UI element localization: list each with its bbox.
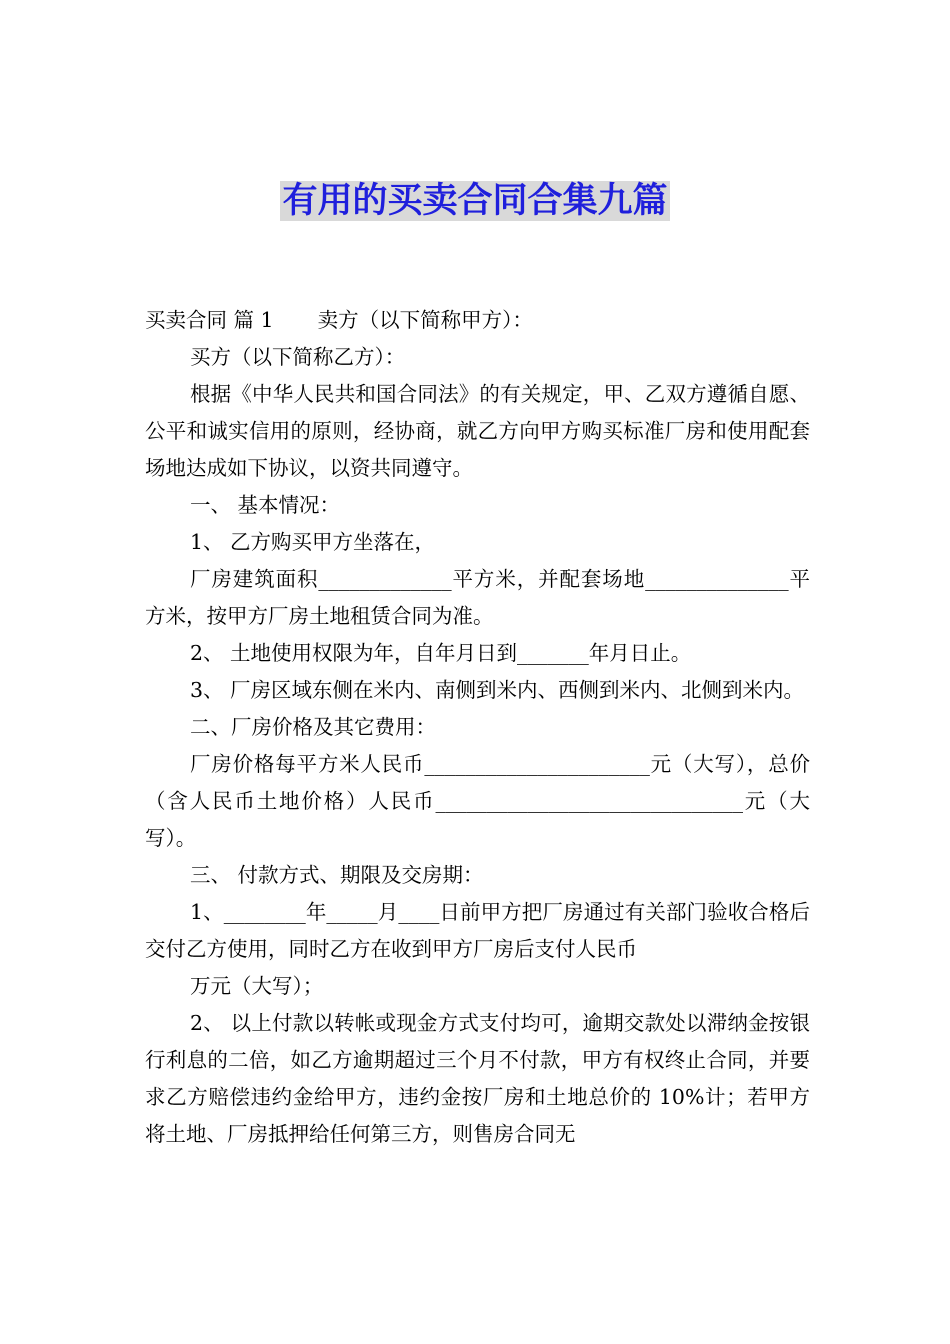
paragraph-item-1: 1、 乙方购买甲方坐落在， [190, 530, 436, 554]
seller-label: 卖方（以下简称甲方）： [317, 308, 533, 332]
paragraph-payment-heading: 三、 付款方式、期限及交房期： [190, 863, 484, 887]
paragraph-price: 厂房价格每平方米人民币______________________元（大写），总价（含人民币土地价格）人民币______________________________元（大写）。 [145, 752, 810, 850]
document-title-text: 有用的买卖合同合集九篇 [282, 181, 668, 221]
paragraph-payment-1: 1、________年_____月____日前甲方把厂房通过有关部门验收合格后交付乙方使用，同时乙方在收到甲方厂房后支付人民币 [145, 900, 810, 961]
contract-section-label: 买卖合同 篇 1 [145, 308, 274, 332]
paragraph-price-heading: 二、厂房价格及其它费用： [190, 715, 436, 739]
paragraph-area: 厂房建筑面积_____________平方米，并配套场地______________平方米，按甲方厂房土地租赁合同为准。 [145, 567, 810, 628]
paragraph-payment-amount: 万元（大写）； [190, 974, 324, 998]
paragraph-buyer: 买方（以下简称乙方）： [190, 345, 406, 369]
paragraph-basic-info-heading: 一、 基本情况： [190, 493, 341, 517]
document-body [145, 302, 810, 1153]
paragraph-preamble: 根据《中华人民共和国合同法》的有关规定，甲、乙双方遵循自愿、公平和诚实信用的原则，经协商，就乙方向甲方购买标准厂房和使用配套场地达成如下协议，以资共同遵守。 [145, 382, 810, 480]
paragraph-section-heading [145, 302, 810, 339]
paragraph-item-3: 3、 厂房区域东侧在米内、南侧到米内、西侧到米内、北侧到米内。 [190, 678, 805, 702]
document-title [0, 176, 950, 226]
paragraph-item-2: 2、 土地使用权限为年，自年月日到_______年月日止。 [190, 641, 692, 665]
paragraph-payment-2: 2、 以上付款以转帐或现金方式支付均可，逾期交款处以滞纳金按银行利息的二倍，如乙方逾期超过三个月不付款，甲方有权终止合同，并要求乙方赔偿违约金给甲方，违约金按厂房和土地总价的 10%计；若甲方将土地、厂房抵押给任何第三方，则售房合同无 [145, 1011, 810, 1146]
